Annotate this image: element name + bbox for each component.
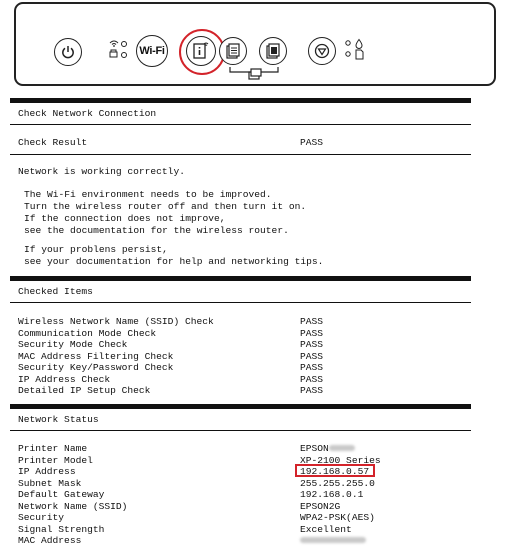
persist-line: see your documentation for help and networking tips. xyxy=(24,256,324,267)
status-label: Default Gateway xyxy=(18,489,105,500)
status-label: Subnet Mask xyxy=(18,477,82,489)
section-divider xyxy=(10,98,471,103)
status-label: Network Name (SSID) xyxy=(18,500,128,512)
wifi-status-icon xyxy=(108,38,132,62)
mac-address-value xyxy=(300,535,366,546)
checked-item-label: Security Mode Check xyxy=(18,339,128,350)
stop-icon xyxy=(313,42,331,60)
ip-address-highlight xyxy=(295,464,375,477)
checked-item-label: Security Key/Password Check xyxy=(18,362,174,373)
divider xyxy=(10,154,471,155)
copy-bracket-icon xyxy=(228,66,280,80)
divider xyxy=(10,302,471,303)
section-divider xyxy=(10,276,471,281)
copy-color-icon xyxy=(224,42,242,60)
ink-drop-icon xyxy=(356,40,362,49)
checked-item-label: MAC Address Filtering Check xyxy=(18,350,174,362)
advice-line: see the documentation for the wireless router. xyxy=(24,225,289,236)
status-label: IP Address xyxy=(18,466,76,477)
divider xyxy=(10,430,471,431)
copy-bw-icon xyxy=(264,42,282,60)
advice-line: The Wi-Fi environment needs to be improved. xyxy=(24,189,272,200)
printer-control-panel xyxy=(14,2,496,86)
checked-item-value: PASS xyxy=(300,362,324,373)
persist-line: If your problens persist, xyxy=(24,244,168,255)
status-label: MAC Address xyxy=(18,535,82,546)
check-result-value: PASS xyxy=(300,137,324,148)
check-result-label: Check Result xyxy=(18,137,88,148)
wifi-button[interactable] xyxy=(136,35,168,67)
color-copy-button[interactable] xyxy=(219,37,247,65)
checked-item-label: Detailed IP Setup Check xyxy=(18,385,151,396)
checked-item-value: PASS xyxy=(300,385,324,396)
wifi-status-lights xyxy=(108,38,132,65)
network-status-title: Network Status xyxy=(18,414,99,425)
checked-item-label: IP Address Check xyxy=(18,373,111,385)
subnet-mask-value: 255.255.255.0 xyxy=(300,477,375,489)
printer-name-value: EPSON xyxy=(300,443,355,454)
power-icon xyxy=(60,44,76,60)
redacted-blur xyxy=(300,537,366,543)
printer-model-value: XP-2100 Series xyxy=(300,454,381,466)
ink-paper-status-lights xyxy=(344,38,370,67)
status-label: Signal Strength xyxy=(18,523,105,535)
network-status-line: Network is working correctly. xyxy=(18,166,185,177)
checked-item-value: PASS xyxy=(300,373,324,385)
bw-copy-button[interactable] xyxy=(259,37,287,65)
checked-item-label: Wireless Network Name (SSID) Check xyxy=(18,316,214,327)
status-label: Printer Name xyxy=(18,443,88,454)
checked-items-title: Checked Items xyxy=(18,286,93,297)
default-gateway-value: 192.168.0.1 xyxy=(300,489,364,500)
advice-line: If the connection does not improve, xyxy=(24,213,226,224)
status-label: Security xyxy=(18,512,65,523)
power-button[interactable] xyxy=(54,38,82,66)
advice-line: Turn the wireless router off and then turn it on. xyxy=(24,201,307,212)
redacted-blur xyxy=(329,445,355,451)
status-label: Printer Model xyxy=(18,454,93,466)
checked-item-value: PASS xyxy=(300,339,324,350)
ip-address-value: 192.168.0.57 xyxy=(300,466,370,477)
signal-strength-value: Excellent xyxy=(300,523,352,535)
stop-button[interactable] xyxy=(308,37,336,65)
checked-item-value: PASS xyxy=(300,316,324,327)
check-network-title: Check Network Connection xyxy=(18,108,157,119)
paper-icon xyxy=(356,50,363,59)
checked-item-label: Communication Mode Check xyxy=(18,327,157,339)
ssid-value: EPSON2G xyxy=(300,500,341,512)
checked-item-value: PASS xyxy=(300,350,324,362)
wifi-button-label: Wi-Fi xyxy=(139,45,165,57)
divider xyxy=(10,124,471,125)
section-divider xyxy=(10,404,471,409)
security-value: WPA2-PSK(AES) xyxy=(300,512,375,523)
checked-item-value: PASS xyxy=(300,327,324,339)
